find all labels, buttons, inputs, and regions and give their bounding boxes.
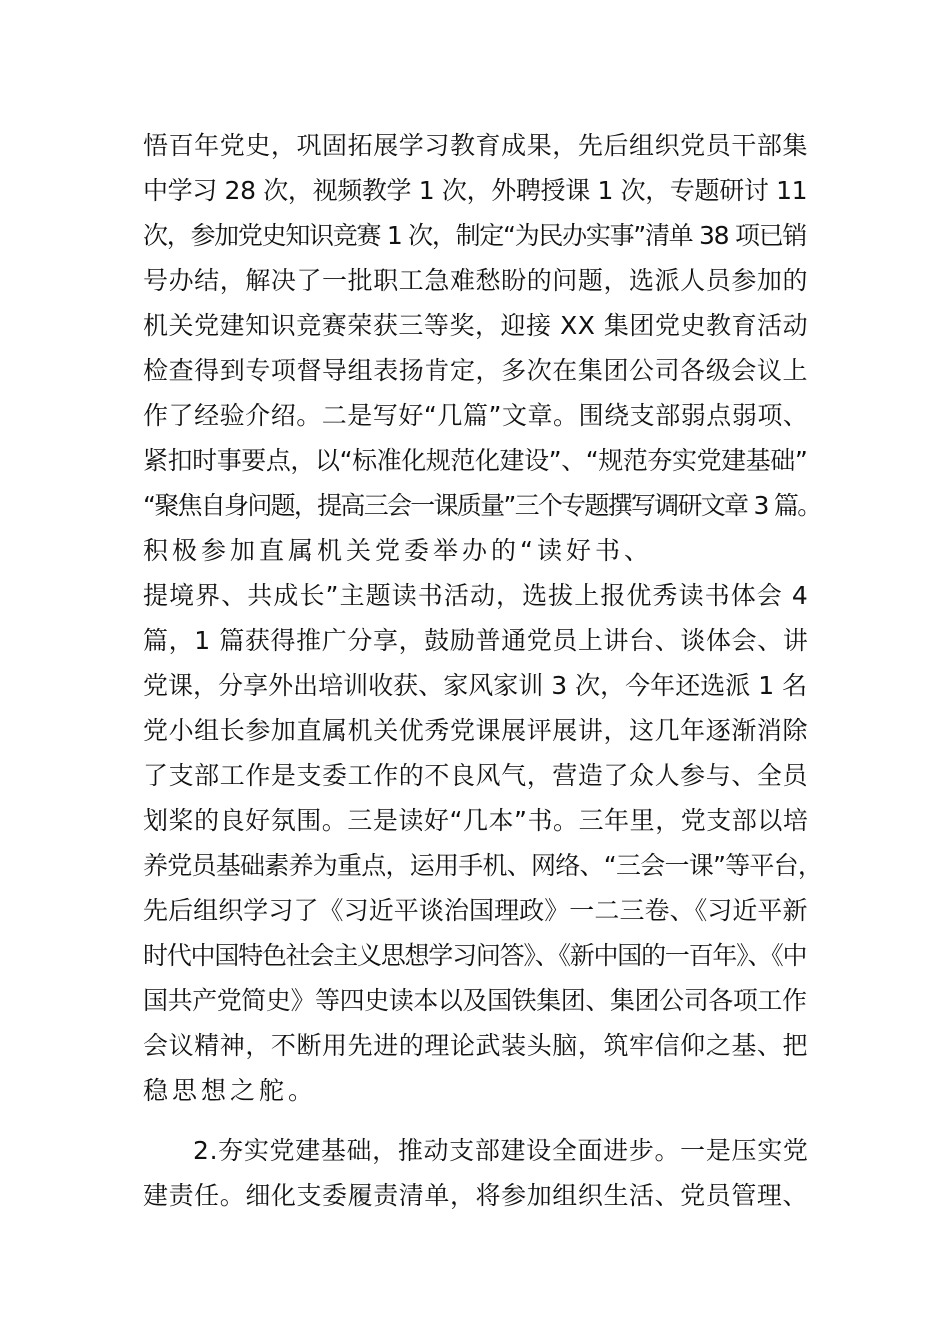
text-line-19: 时代中国特色社会主义思想学习问答》、《新中国的一百年》、《中 <box>143 941 807 970</box>
text-line-2: 中学习 28 次，视频教学 1 次，外聘授课 1 次，专题研讨 11 <box>143 176 808 205</box>
text-line-14: 党小组长参加直属机关优秀党课展评展讲，这几年逐渐消除 <box>143 716 809 745</box>
text-line-22: 稳思想之舵。 <box>143 1076 318 1105</box>
text-line-20: 国共产党简史》等四史读本以及国铁集团、集团公司各项工作 <box>143 986 807 1015</box>
text-line-7: 作了经验介绍。二是写好“几篇”文章。围绕支部弱点弱项、 <box>143 401 809 430</box>
text-line-15: 了支部工作是支委工作的不良风气，营造了众人参与、全员 <box>143 761 809 790</box>
text-line-13: 党课，分享外出培训收获、家风家训 3 次，今年还选派 1 名 <box>143 671 808 700</box>
text-line-24: 建责任。细化支委履责清单，将参加组织生活、党员管理、 <box>143 1181 809 1210</box>
text-line-1: 悟百年党史，巩固拓展学习教育成果，先后组织党员干部集 <box>143 131 809 160</box>
text-line-16: 划桨的良好氛围。三是读好“几本”书。三年里，党支部以培 <box>143 806 809 835</box>
text-line-3: 次，参加党史知识竞赛 1 次，制定“为民办实事”清单 38 项已销 <box>143 221 807 250</box>
text-line-4: 号办结，解决了一批职工急难愁盼的问题，选派人员参加的 <box>143 266 809 295</box>
text-line-6: 检查得到专项督导组表扬肯定，多次在集团公司各级会议上 <box>143 356 809 385</box>
text-line-17: 养党员基础素养为重点，运用手机、网络、“三会一课”等平台， <box>143 851 823 880</box>
text-line-8: 紧扣时事要点，以“标准化规范化建设”、“规范夯实党建基础” <box>143 446 808 475</box>
text-line-5: 机关党建知识竞赛荣获三等奖，迎接 XX 集团党史教育活动 <box>143 311 809 340</box>
text-line-21: 会议精神，不断用先进的理论武装头脑，筑牢信仰之基、把 <box>143 1031 809 1060</box>
text-line-10: 积极参加直属机关党委举办的“读好书、 <box>143 536 653 565</box>
text-line-18: 先后组织学习了《习近平谈治国理政》一二三卷、《习近平新 <box>143 896 808 925</box>
text-line-23: 2.夯实党建基础，推动支部建设全面进步。一是压实党 <box>193 1136 809 1165</box>
text-line-12: 篇，1 篇获得推广分享，鼓励普通党员上讲台、谈体会、讲 <box>143 626 809 655</box>
text-line-9: “聚焦自身问题，提高三会一课质量”三个专题撰写调研文章 3 篇。 <box>143 491 821 520</box>
text-line-11: 提境界、共成长”主题读书活动，选拔上报优秀读书体会 4 <box>143 581 809 610</box>
